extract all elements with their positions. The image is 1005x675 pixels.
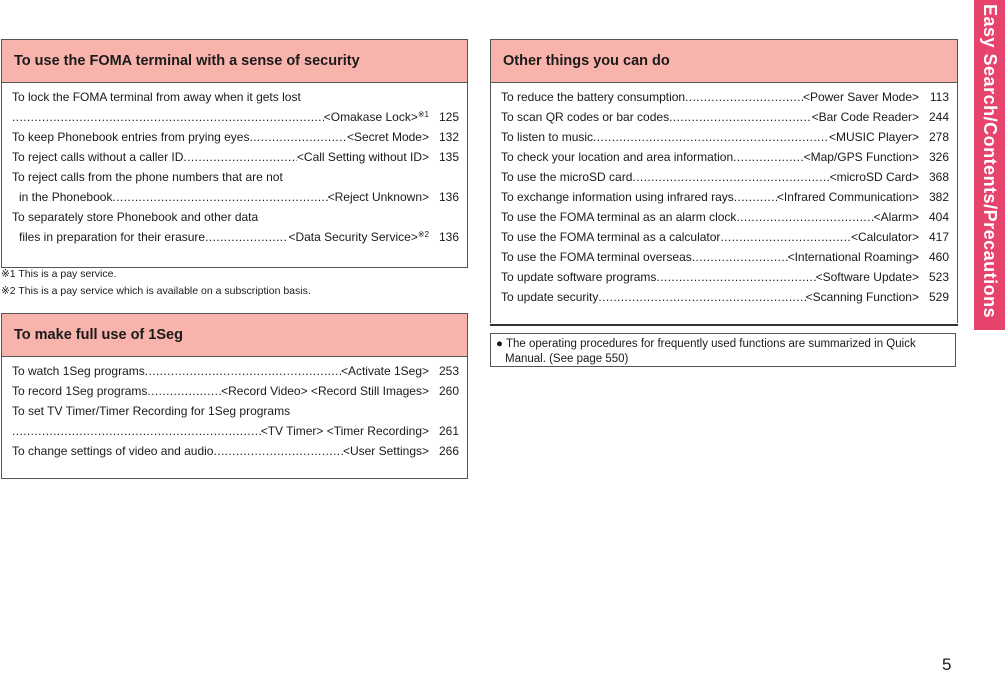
footnote-1: ※1 This is a pay service.: [1, 268, 117, 280]
list-item: To update security ..... <Scanning Function> 529: [501, 290, 949, 310]
page-reference[interactable]: 132: [438, 130, 459, 144]
list-item: To use the FOMA terminal overseas ..... <International Roaming> 460: [501, 250, 949, 270]
leader-dots: [205, 230, 288, 244]
page-reference[interactable]: 253: [438, 364, 459, 378]
leader-dots: [733, 150, 803, 164]
other-section: [490, 39, 958, 323]
leader-dots: [734, 190, 777, 204]
function-name: <Calculator>: [850, 230, 919, 244]
page-reference[interactable]: 136: [438, 190, 459, 204]
function-name: <TV Timer> <Timer Recording>: [260, 424, 429, 438]
list-item: To listen to music ..... <MUSIC Player> 278: [501, 130, 949, 150]
list-item: To change settings of video and audio ..... <User Settings> 266: [12, 444, 459, 464]
page-reference[interactable]: 382: [928, 190, 949, 204]
leader-dots: [213, 444, 342, 458]
oneseg-section-title: To make full use of 1Seg: [2, 314, 467, 357]
function-name: <Power Saver Mode>: [802, 90, 919, 104]
leader-dots: [593, 130, 829, 144]
leader-dots: [656, 270, 815, 284]
list-item: To set TV Timer/Timer Recording for 1Seg programs: [12, 404, 291, 418]
side-tab-label: Easy Search/Contents/Precautions: [980, 4, 1000, 319]
function-name: <International Roaming>: [787, 250, 919, 264]
leader-dots: [112, 190, 327, 204]
page-reference[interactable]: 523: [928, 270, 949, 284]
list-item: To keep Phonebook entries from prying eyes ..... <Secret Mode> 132: [12, 130, 459, 150]
leader-dots: [720, 230, 851, 244]
leader-dots: [12, 110, 324, 124]
section-side-tab: [974, 0, 1005, 330]
list-item: files in preparation for their erasure ..... <Data Security Service>$^{※2}$ 136: [12, 230, 459, 250]
leader-dots: [12, 424, 261, 438]
function-name: <Reject Unknown>: [327, 190, 429, 204]
function-name: <MUSIC Player>: [828, 130, 919, 144]
list-item: To use the microSD card ..... <microSD Card> 368: [501, 170, 949, 190]
page-number: 5: [942, 655, 952, 674]
page-reference[interactable]: 125: [438, 110, 459, 124]
page-reference[interactable]: 278: [928, 130, 949, 144]
function-name: <Alarm>: [873, 210, 919, 224]
leader-dots: [249, 130, 346, 144]
leader-dots: [736, 210, 873, 224]
list-item: To check your location and area information ..... <Map/GPS Function> 326: [501, 150, 949, 170]
function-name: <Secret Mode>: [346, 130, 429, 144]
page-reference[interactable]: 326: [928, 150, 949, 164]
page-reference[interactable]: 417: [928, 230, 949, 244]
list-item: To watch 1Seg programs ..... <Activate 1Seg> 253: [12, 364, 459, 384]
list-item: To reject calls from the phone numbers that are not: [12, 170, 283, 184]
page-reference[interactable]: 529: [928, 290, 949, 304]
info-note: [490, 333, 956, 367]
leader-dots: [145, 364, 341, 378]
footnote-2: ※2 This is a pay service which is available on a subscription basis.: [1, 285, 311, 297]
leader-dots: [669, 110, 812, 124]
list-item: To reject calls without a caller ID ..... <Call Setting without ID> 135: [12, 150, 459, 170]
list-item: To use the FOMA terminal as an alarm clock ..... <Alarm> 404: [501, 210, 949, 230]
function-name: <Data Security Service>$^{※2}$: [288, 230, 429, 244]
list-item: To use the FOMA terminal as a calculator ..... <Calculator> 417: [501, 230, 949, 250]
page-reference[interactable]: 368: [928, 170, 949, 184]
security-section-title: To use the FOMA terminal with a sense of security: [2, 40, 467, 83]
list-item: in the Phonebook ..... <Reject Unknown> 136: [12, 190, 459, 210]
function-name: <User Settings>: [342, 444, 429, 458]
other-list: [491, 83, 957, 310]
list-item: [12, 424, 459, 444]
leader-dots: [632, 170, 829, 184]
leader-dots: [692, 250, 788, 264]
leader-dots: [147, 384, 221, 398]
page-reference[interactable]: 244: [928, 110, 949, 124]
page-reference[interactable]: 136: [438, 230, 459, 244]
list-item: To exchange information using infrared rays ..... <Infrared Communication> 382: [501, 190, 949, 210]
page-reference[interactable]: 460: [928, 250, 949, 264]
security-section: [1, 39, 468, 268]
function-name: <Software Update>: [815, 270, 919, 284]
leader-dots: [183, 150, 297, 164]
function-name: <Omakase Lock>$^{※1}$: [323, 110, 429, 124]
list-item: To separately store Phonebook and other data: [12, 210, 259, 224]
function-name: <Record Video> <Record Still Images>: [221, 384, 429, 398]
page-reference[interactable]: 404: [928, 210, 949, 224]
page-reference[interactable]: 261: [438, 424, 459, 438]
function-name: <Scanning Function>: [805, 290, 919, 304]
oneseg-list: [2, 357, 467, 464]
oneseg-section: [1, 313, 468, 479]
page-reference[interactable]: 135: [438, 150, 459, 164]
function-name: <microSD Card>: [829, 170, 919, 184]
function-name: <Infrared Communication>: [776, 190, 919, 204]
page-reference[interactable]: 113: [929, 90, 949, 104]
function-name: <Bar Code Reader>: [811, 110, 919, 124]
info-note-text: The operating procedures for frequently used functions are summarized in Quick: [505, 338, 916, 350]
leader-dots: [685, 90, 803, 104]
page-reference[interactable]: 260: [438, 384, 459, 398]
function-name: <Map/GPS Function>: [803, 150, 919, 164]
list-item: [12, 110, 459, 130]
bullet-icon: ●: [496, 338, 503, 350]
list-item: To lock the FOMA terminal from away when it gets lost: [12, 90, 301, 104]
section-divider: [490, 324, 958, 326]
list-item: To reduce the battery consumption ..... <Power Saver Mode> 113: [501, 90, 949, 110]
other-section-title: Other things you can do: [491, 40, 957, 83]
function-name: <Activate 1Seg>: [340, 364, 429, 378]
info-note-continuation: Manual. (See page 550): [505, 353, 629, 365]
leader-dots: [598, 290, 805, 304]
security-list: [2, 83, 467, 250]
list-item: To scan QR codes or bar codes ..... <Bar Code Reader> 244: [501, 110, 949, 130]
page-reference[interactable]: 266: [438, 444, 459, 458]
function-name: <Call Setting without ID>: [296, 150, 429, 164]
list-item: To record 1Seg programs ..... <Record Video> <Record Still Images> 260: [12, 384, 459, 404]
list-item: To update software programs ..... <Software Update> 523: [501, 270, 949, 290]
